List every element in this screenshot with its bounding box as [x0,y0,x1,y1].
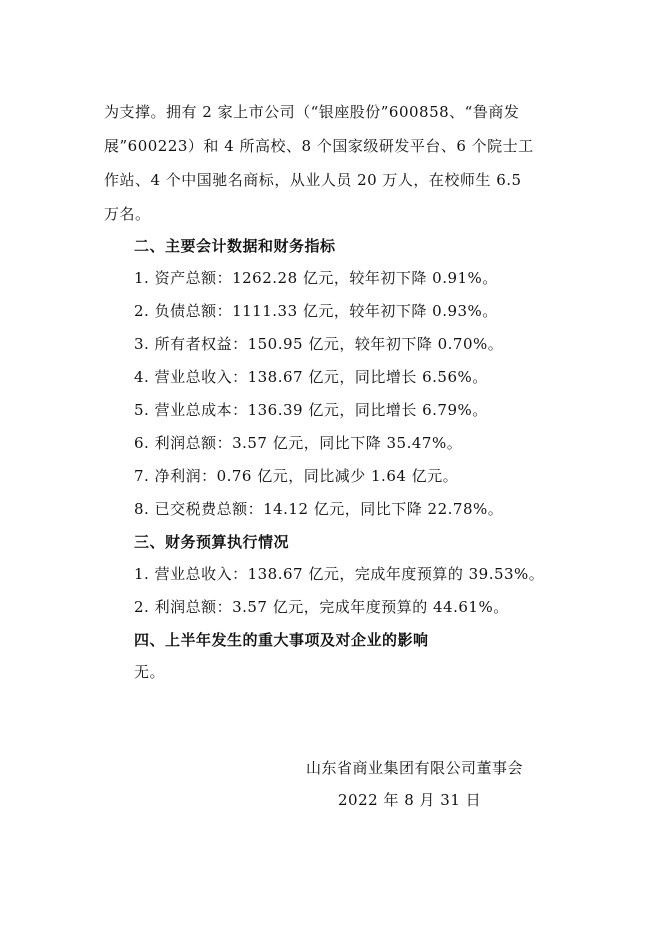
section2-item-8: 8. 已交税费总额：14.12 亿元，同比下降 22.78%。 [134,500,504,518]
intro-line-4: 万名。 [104,205,151,223]
section2-item-4: 4. 营业总收入：138.67 亿元，同比增长 6.56%。 [134,368,488,386]
section2-item-2: 2. 负债总额：1111.33 亿元，较年初下降 0.93%。 [134,302,498,320]
section2-item-1: 1. 资产总额：1262.28 亿元，较年初下降 0.91%。 [134,269,498,287]
section2-item-6: 6. 利润总额：3.57 亿元，同比下降 35.47%。 [134,434,463,452]
signature-date: 2022 年 8 月 31 日 [338,791,482,809]
section2-item-5: 5. 营业总成本：136.39 亿元，同比增长 6.79%。 [134,401,488,419]
section3-item-2: 2. 利润总额：3.57 亿元，完成年度预算的 44.61%。 [134,598,509,616]
section2-item-7: 7. 净利润：0.76 亿元，同比减少 1.64 亿元。 [134,467,459,485]
intro-line-3: 作站、4 个中国驰名商标，从业人员 20 万人，在校师生 6.5 [104,171,522,189]
section4-body: 无。 [134,663,166,681]
intro-line-1: 为支撑。拥有 2 家上市公司（“银座股份”600858、“鲁商发 [104,103,520,121]
section3-item-1: 1. 营业总收入：138.67 亿元，完成年度预算的 39.53%。 [134,565,545,583]
intro-line-2: 展”600223）和 4 所高校、8 个国家级研发平台、6 个院士工 [104,137,534,155]
section2-item-3: 3. 所有者权益：150.95 亿元，较年初下降 0.70%。 [134,335,504,353]
section4-heading: 四、上半年发生的重大事项及对企业的影响 [134,631,429,649]
section2-heading: 二、主要会计数据和财务指标 [134,237,336,255]
signature-org: 山东省商业集团有限公司董事会 [306,759,524,777]
section3-heading: 三、财务预算执行情况 [134,533,290,551]
